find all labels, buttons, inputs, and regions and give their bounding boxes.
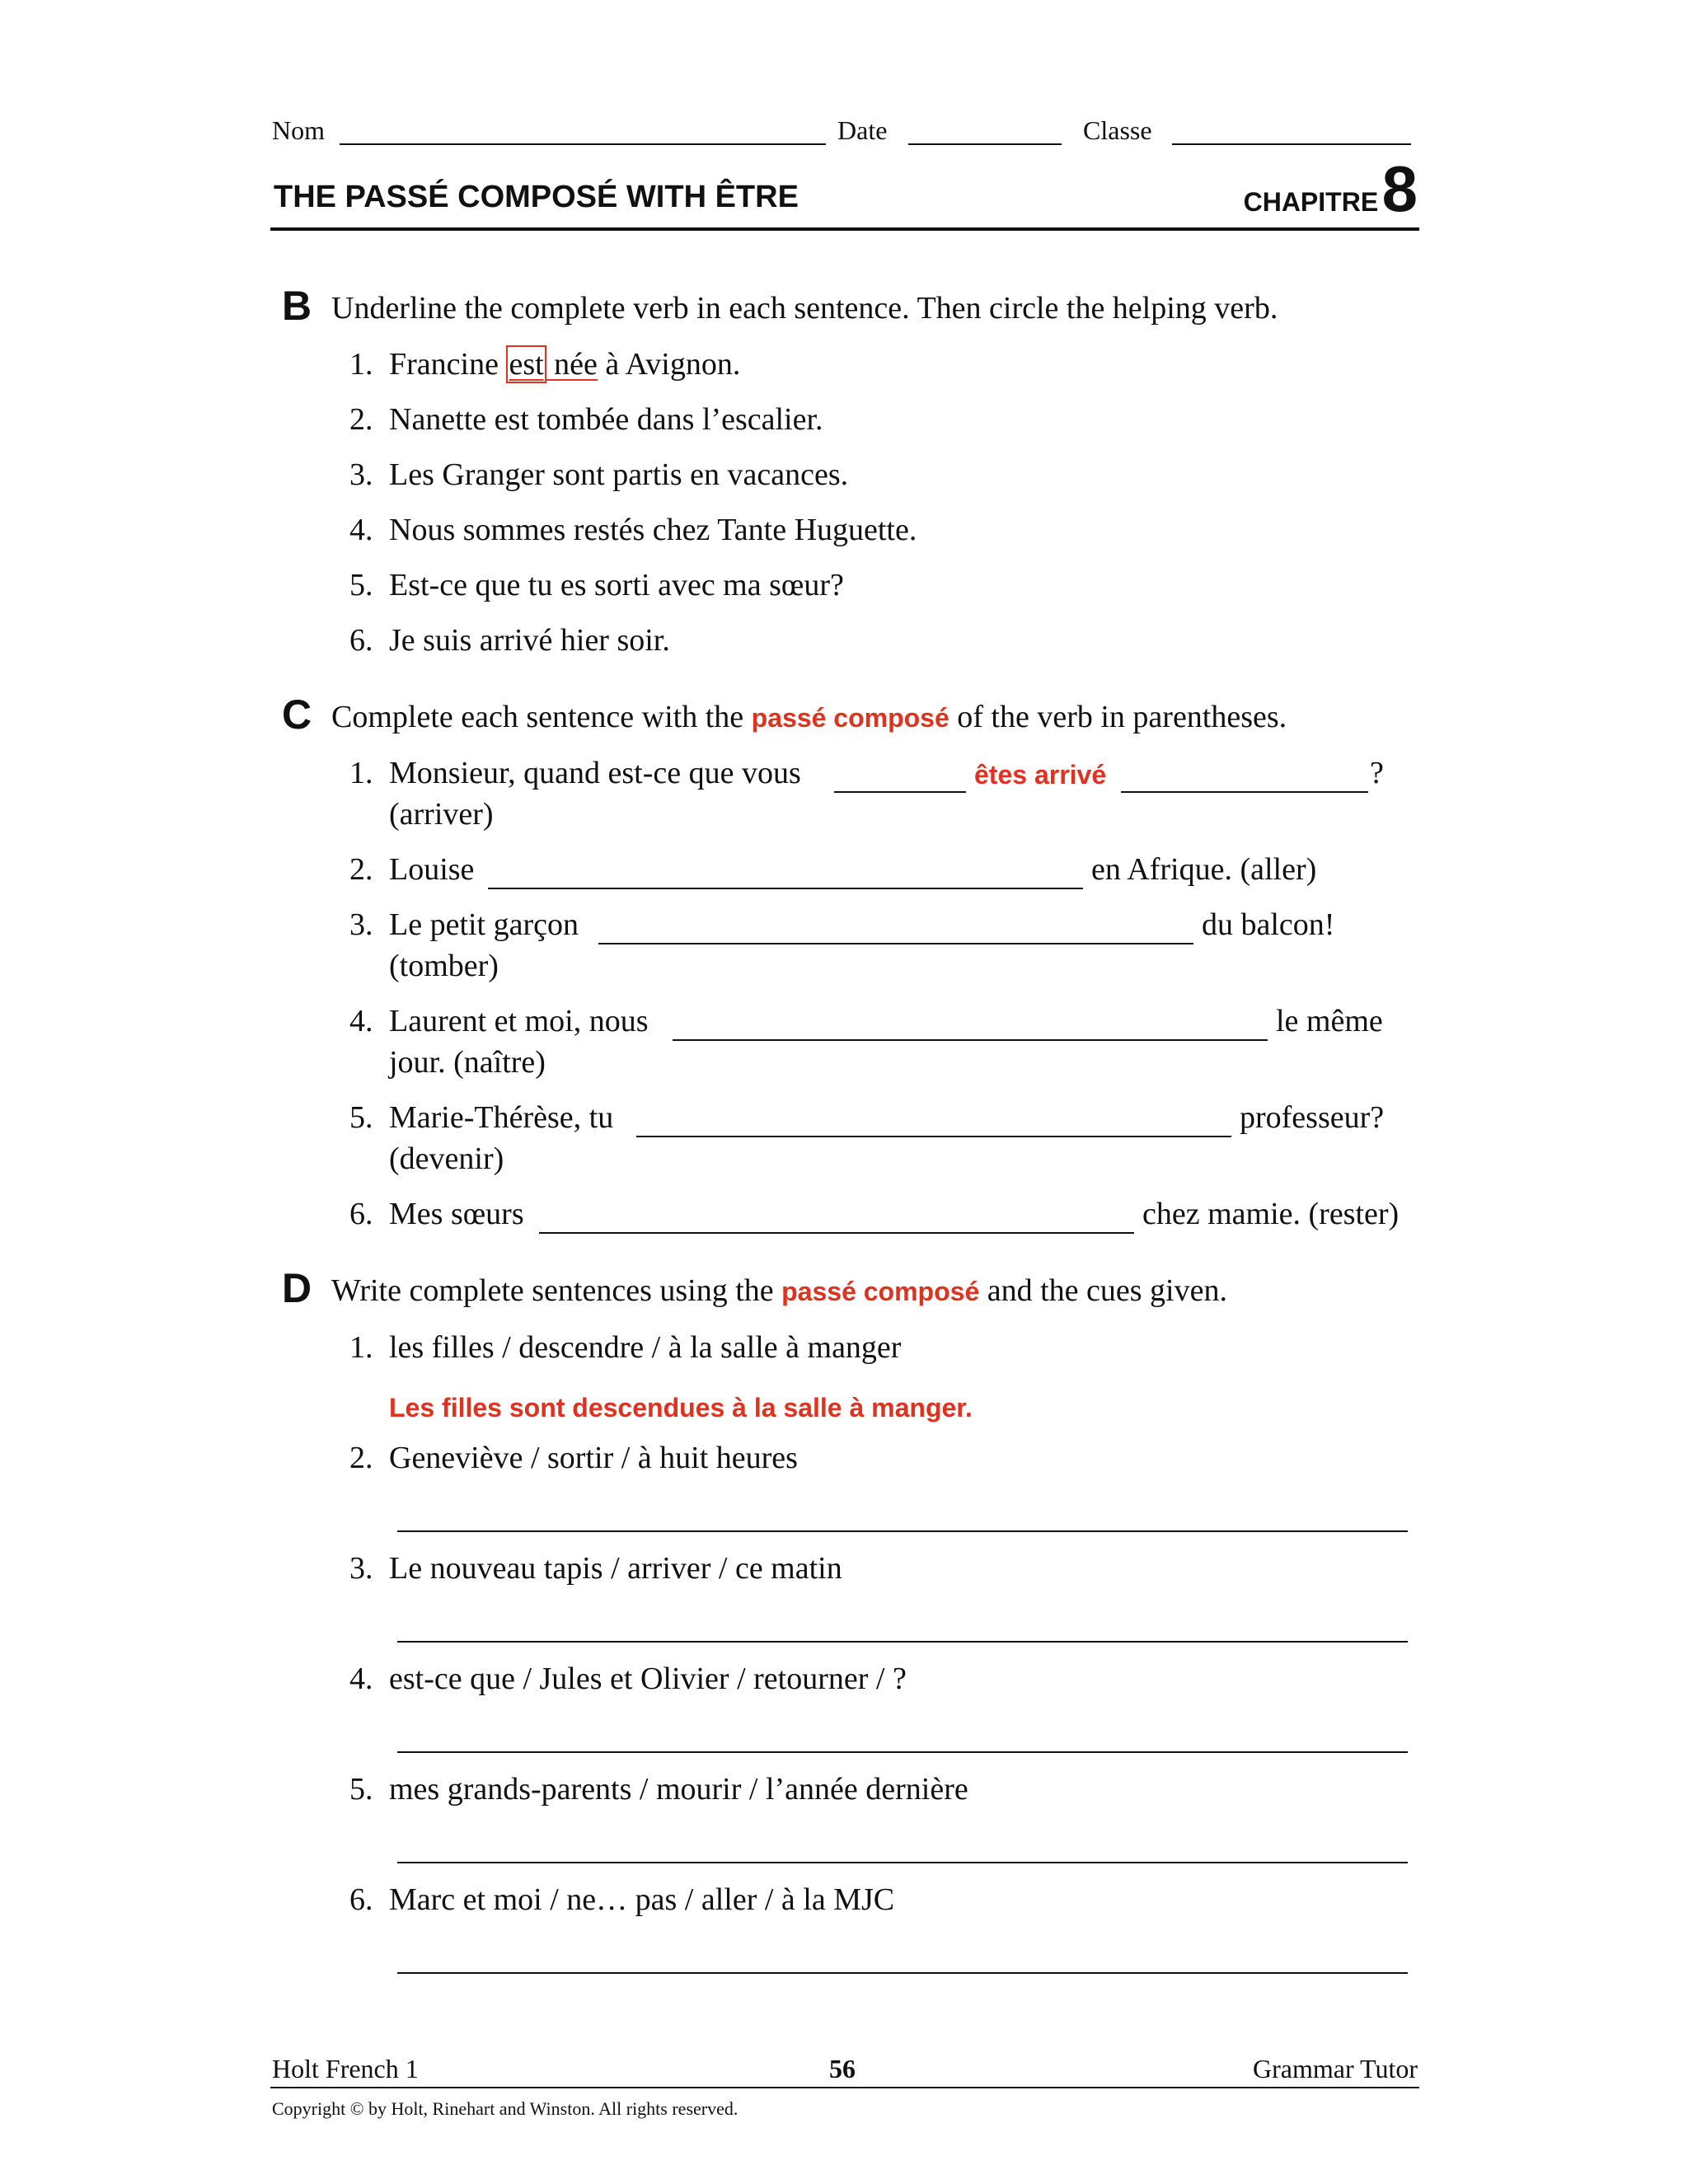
d-item-2-answer-line[interactable] [397, 1530, 1408, 1532]
d-item-6 [349, 1882, 894, 1918]
copyright-notice: Copyright © by Holt, Rinehart and Winston. All rights reserved. [272, 2098, 738, 2119]
c-item-4-before: Laurent et moi, nous [389, 1004, 649, 1038]
c-item-1-before: Monsieur, quand est-ce que vous [389, 756, 801, 790]
footer-book: Holt French 1 [272, 2054, 419, 2083]
c-item-3-line2: (tomber) [389, 949, 499, 983]
footer-rule [270, 2087, 1419, 2088]
c-item-4-line2: jour. (naître) [389, 1045, 546, 1080]
b-item-3 [349, 457, 848, 493]
item-number: 6. [349, 1197, 373, 1231]
d-item-4-text: est-ce que / Jules et Olivier / retourner / ? [389, 1661, 907, 1696]
d-item-2-text: Geneviève / sortir / à huit heures [389, 1441, 798, 1475]
c-item-6-after: chez mamie. (rester) [1142, 1197, 1400, 1231]
c-item-1-blank-right[interactable] [1121, 791, 1368, 793]
c-item-2-before: Louise [389, 852, 475, 887]
c-item-6 [349, 1196, 524, 1232]
d-item-6-text: Marc et moi / ne… pas / aller / à la MJC [389, 1882, 895, 1917]
item-number: 4. [349, 1004, 373, 1038]
item-number: 3. [349, 457, 373, 492]
c-item-4 [349, 1003, 648, 1039]
c-item-1-line2: (arriver) [389, 797, 494, 832]
instruction-emphasis: passé composé [751, 703, 950, 733]
chapter-label: CHAPITRE [1243, 187, 1379, 217]
d-item-1-answer: Les filles sont descendues à la salle à manger. [389, 1393, 973, 1422]
d-item-3-text: Le nouveau tapis / arriver / ce matin [389, 1551, 842, 1586]
chapter-heading [1228, 152, 1418, 225]
b-item-1 [349, 346, 740, 382]
c-item-5-line2: (devenir) [389, 1141, 504, 1176]
item-number: 3. [349, 1551, 373, 1586]
b-item-6-text: Je suis arrivé hier soir. [389, 623, 670, 658]
b-item-1-after: à Avignon. [597, 347, 741, 382]
date-field[interactable] [908, 143, 1062, 145]
item-number: 1. [349, 347, 373, 382]
b-item-3-text: Les Granger sont partis en vacances. [389, 457, 849, 492]
b-item-5-text: Est-ce que tu es sorti avec ma sœur? [389, 568, 844, 602]
c-item-2-blank[interactable] [488, 888, 1083, 889]
item-number: 2. [349, 1441, 373, 1475]
b-item-2 [349, 401, 823, 438]
section-c-letter: C [282, 691, 312, 738]
section-b-instruction: Underline the complete verb in each sentence. Then circle the helping verb. [331, 291, 1278, 326]
section-c-instruction [331, 699, 1287, 735]
b-item-1-before: Francine [389, 347, 507, 382]
c-item-3-before: Le petit garçon [389, 907, 579, 942]
section-b-letter: B [282, 283, 312, 329]
c-item-2 [349, 851, 474, 888]
item-number: 5. [349, 568, 373, 602]
c-item-3 [349, 907, 579, 943]
d-item-1-text: les filles / descendre / à la salle à manger [389, 1330, 902, 1365]
c-item-5-after: professeur? [1240, 1100, 1385, 1135]
footer-page-number: 56 [829, 2054, 856, 2083]
d-item-5 [349, 1771, 968, 1807]
footer-series: Grammar Tutor [1253, 2054, 1418, 2083]
classe-label: Classe [1083, 115, 1152, 145]
nom-field[interactable] [340, 143, 826, 145]
c-item-3-after: du balcon! [1202, 907, 1335, 942]
item-number: 5. [349, 1772, 373, 1807]
d-item-3 [349, 1550, 842, 1586]
classe-field[interactable] [1172, 143, 1411, 145]
instruction-text: Write complete sentences using the [331, 1273, 782, 1308]
nom-label: Nom [272, 115, 325, 145]
chapter-number: 8 [1381, 152, 1418, 225]
d-item-5-answer-line[interactable] [397, 1862, 1408, 1863]
item-number: 4. [349, 1661, 373, 1696]
item-number: 3. [349, 907, 373, 942]
d-item-4-answer-line[interactable] [397, 1751, 1408, 1753]
c-item-5-before: Marie-Thérèse, tu [389, 1100, 614, 1135]
item-number: 2. [349, 852, 373, 887]
c-item-1-answer: êtes arrivé [974, 760, 1107, 790]
b-item-5 [349, 567, 844, 603]
item-number: 6. [349, 623, 373, 658]
b-item-4 [349, 512, 917, 548]
instruction-text: of the verb in parentheses. [949, 700, 1287, 734]
section-d-instruction [331, 1272, 1227, 1309]
item-number: 1. [349, 756, 373, 790]
d-item-4 [349, 1661, 907, 1697]
item-number: 6. [349, 1882, 373, 1917]
c-item-3-blank[interactable] [598, 943, 1193, 944]
item-number: 4. [349, 513, 373, 547]
c-item-4-blank[interactable] [673, 1039, 1268, 1041]
d-item-6-answer-line[interactable] [397, 1972, 1408, 1974]
d-item-2 [349, 1440, 798, 1476]
instruction-text: Complete each sentence with the [331, 700, 752, 734]
d-item-5-text: mes grands-parents / mourir / l’année dernière [389, 1772, 968, 1807]
item-number: 2. [349, 402, 373, 437]
c-item-1-after: ? [1370, 756, 1384, 790]
date-label: Date [837, 115, 888, 145]
c-item-4-after: le même [1276, 1004, 1383, 1038]
c-item-5-blank[interactable] [636, 1136, 1231, 1137]
instruction-emphasis: passé composé [781, 1277, 980, 1306]
item-number: 1. [349, 1330, 373, 1365]
page-title: THE PASSÉ COMPOSÉ WITH ÊTRE [274, 180, 799, 214]
b-item-4-text: Nous sommes restés chez Tante Huguette. [389, 513, 917, 547]
d-item-3-answer-line[interactable] [397, 1641, 1408, 1643]
c-item-1 [349, 755, 801, 791]
helping-verb-circle[interactable]: est [506, 345, 546, 383]
c-item-2-after: en Afrique. (aller) [1091, 852, 1317, 887]
c-item-6-blank[interactable] [539, 1232, 1134, 1234]
c-item-6-before: Mes sœurs [389, 1197, 524, 1231]
section-d-letter: D [282, 1265, 312, 1311]
d-item-1 [349, 1329, 901, 1366]
c-item-5 [349, 1099, 613, 1136]
b-item-6 [349, 622, 670, 658]
item-number: 5. [349, 1100, 373, 1135]
participle-underline[interactable]: née [546, 347, 598, 382]
title-rule [270, 227, 1419, 231]
c-item-1-blank-left[interactable] [834, 791, 966, 793]
b-item-2-text: Nanette est tombée dans l’escalier. [389, 402, 823, 437]
instruction-text: and the cues given. [979, 1273, 1227, 1308]
